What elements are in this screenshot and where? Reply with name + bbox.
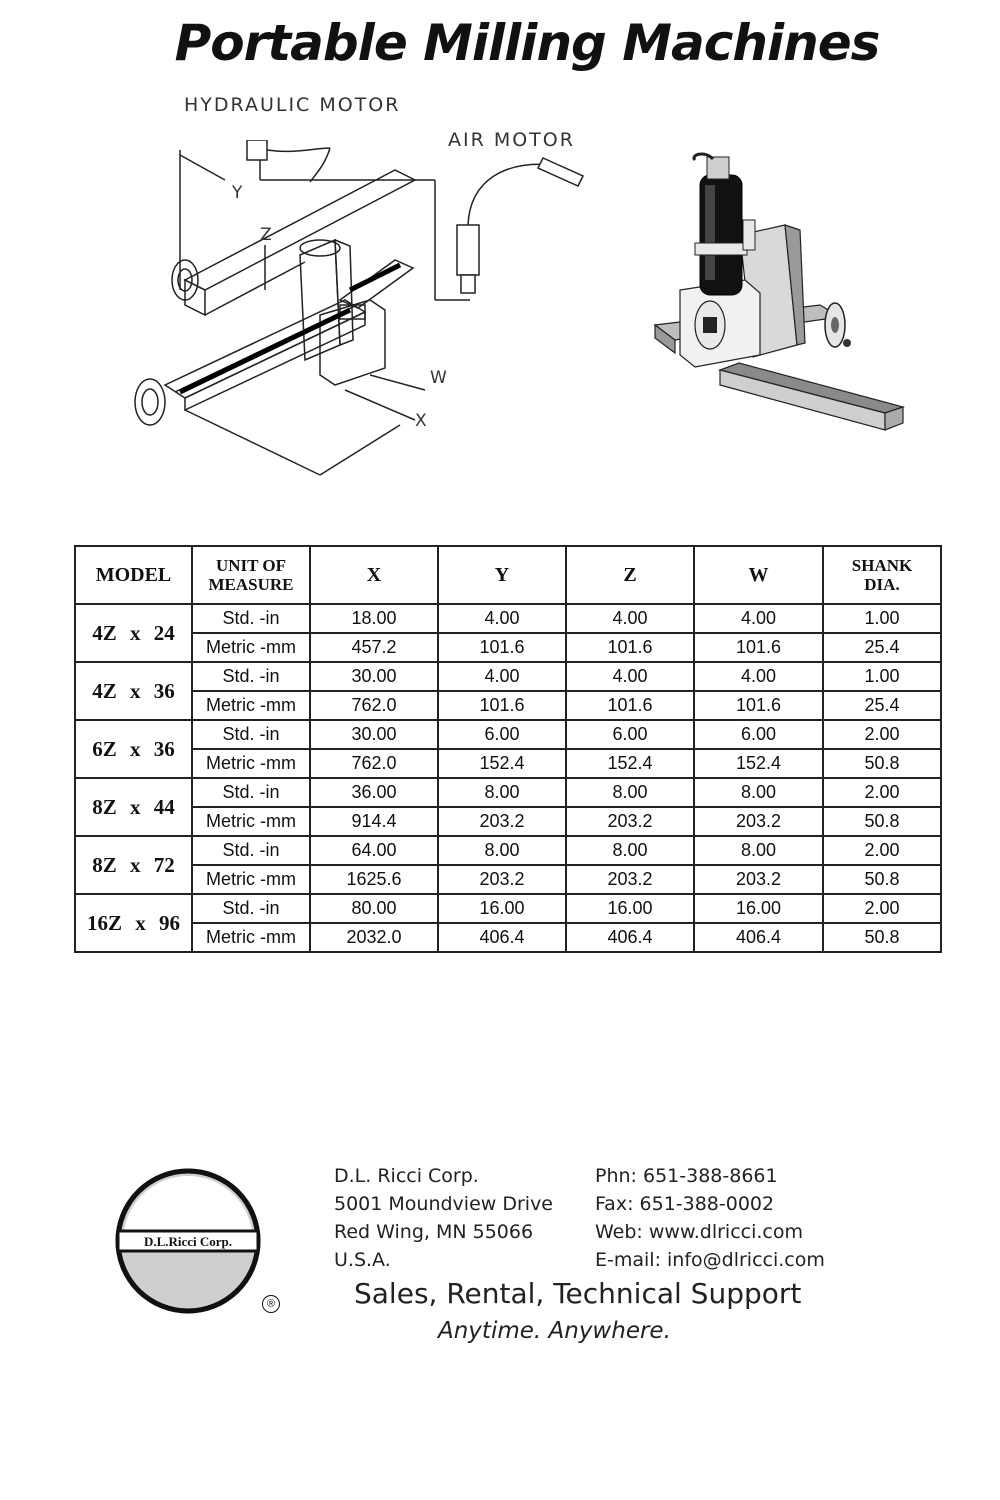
unit-cell: Metric -mm: [192, 749, 310, 778]
z-cell: 16.00: [566, 894, 694, 923]
w-cell: 101.6: [694, 633, 823, 662]
w-cell: 4.00: [694, 604, 823, 633]
shank-cell: 2.00: [823, 836, 941, 865]
model-cell: 4Z x 24: [75, 604, 192, 662]
shank-cell: 25.4: [823, 691, 941, 720]
address-line-2: Red Wing, MN 55066: [334, 1221, 534, 1243]
x-cell: 2032.0: [310, 923, 438, 952]
shank-cell: 2.00: [823, 778, 941, 807]
w-cell: 8.00: [694, 778, 823, 807]
y-cell: 8.00: [438, 836, 566, 865]
z-cell: 4.00: [566, 604, 694, 633]
axis-z-label: Z: [260, 225, 272, 245]
x-cell: 457.2: [310, 633, 438, 662]
unit-cell: Metric -mm: [192, 691, 310, 720]
company-name: D.L. Ricci Corp.: [334, 1165, 479, 1187]
table-row: [75, 691, 941, 720]
specs-table: [74, 545, 942, 953]
w-cell: 6.00: [694, 720, 823, 749]
logo-text: D.L.Ricci Corp.: [143, 1234, 233, 1249]
axis-x-label: X: [415, 411, 427, 431]
table-row: [75, 749, 941, 778]
fax-number: Fax: 651-388-0002: [595, 1193, 775, 1215]
z-cell: 4.00: [566, 662, 694, 691]
x-cell: 30.00: [310, 720, 438, 749]
w-cell: 203.2: [694, 807, 823, 836]
unit-cell: Metric -mm: [192, 807, 310, 836]
x-cell: 80.00: [310, 894, 438, 923]
unit-cell: Std. -in: [192, 894, 310, 923]
x-cell: 30.00: [310, 662, 438, 691]
unit-cell: Std. -in: [192, 778, 310, 807]
hydraulic-motor-label: HYDRAULIC MOTOR: [184, 94, 401, 116]
y-cell: 4.00: [438, 662, 566, 691]
y-cell: 101.6: [438, 633, 566, 662]
z-cell: 8.00: [566, 778, 694, 807]
unit-cell: Std. -in: [192, 604, 310, 633]
shank-cell: 50.8: [823, 865, 941, 894]
w-cell: 16.00: [694, 894, 823, 923]
table-row: [75, 894, 941, 923]
x-cell: 762.0: [310, 691, 438, 720]
air-motor-label: AIR MOTOR: [448, 129, 575, 151]
y-cell: 4.00: [438, 604, 566, 633]
model-cell: 8Z x 44: [75, 778, 192, 836]
table-row: [75, 778, 941, 807]
unit-header: UNIT OF MEASURE: [192, 546, 310, 604]
y-cell: 203.2: [438, 807, 566, 836]
table-row: [75, 923, 941, 952]
y-cell: 152.4: [438, 749, 566, 778]
model-cell: 6Z x 36: [75, 720, 192, 778]
unit-cell: Std. -in: [192, 720, 310, 749]
w-cell: 8.00: [694, 836, 823, 865]
z-cell: 406.4: [566, 923, 694, 952]
phone-number: Phn: 651-388-8661: [595, 1165, 778, 1187]
axis-y-label: Y: [232, 183, 243, 203]
y-cell: 6.00: [438, 720, 566, 749]
table-row: [75, 633, 941, 662]
address-line-1: 5001 Moundview Drive: [334, 1193, 554, 1215]
contact-block: [595, 1162, 825, 1274]
unit-cell: Metric -mm: [192, 865, 310, 894]
z-cell: 8.00: [566, 836, 694, 865]
x-cell: 914.4: [310, 807, 438, 836]
y-header: Y: [438, 546, 566, 604]
x-cell: 762.0: [310, 749, 438, 778]
x-cell: 64.00: [310, 836, 438, 865]
table-row: [75, 662, 941, 691]
shank-cell: 25.4: [823, 633, 941, 662]
y-cell: 203.2: [438, 865, 566, 894]
y-cell: 101.6: [438, 691, 566, 720]
z-cell: 6.00: [566, 720, 694, 749]
y-cell: 406.4: [438, 923, 566, 952]
shank-cell: 2.00: [823, 894, 941, 923]
unit-cell: Metric -mm: [192, 633, 310, 662]
w-cell: 406.4: [694, 923, 823, 952]
w-cell: 101.6: [694, 691, 823, 720]
w-header: W: [694, 546, 823, 604]
machine-line-diagram: [125, 140, 595, 485]
z-header: Z: [566, 546, 694, 604]
registered-mark: ®: [262, 1295, 280, 1313]
model-cell: 8Z x 72: [75, 836, 192, 894]
shank-cell: 50.8: [823, 807, 941, 836]
page-title: Portable Milling Machines: [174, 14, 880, 72]
table-row: [75, 807, 941, 836]
x-cell: 36.00: [310, 778, 438, 807]
table-row: [75, 836, 941, 865]
company-logo: [115, 1168, 261, 1314]
w-cell: 4.00: [694, 662, 823, 691]
z-cell: 203.2: [566, 807, 694, 836]
address-block: [334, 1162, 553, 1274]
x-cell: 18.00: [310, 604, 438, 633]
table-header-row: [75, 546, 941, 604]
z-cell: 152.4: [566, 749, 694, 778]
w-cell: 152.4: [694, 749, 823, 778]
x-header: X: [310, 546, 438, 604]
shank-cell: 1.00: [823, 662, 941, 691]
z-cell: 203.2: [566, 865, 694, 894]
z-cell: 101.6: [566, 691, 694, 720]
email-link[interactable]: E-mail: info@dlricci.com: [595, 1249, 825, 1271]
unit-cell: Std. -in: [192, 836, 310, 865]
machine-photo: [635, 145, 915, 435]
shank-header: SHANK DIA.: [823, 546, 941, 604]
x-cell: 1625.6: [310, 865, 438, 894]
shank-cell: 50.8: [823, 749, 941, 778]
z-cell: 101.6: [566, 633, 694, 662]
shank-cell: 50.8: [823, 923, 941, 952]
address-country: U.S.A.: [334, 1249, 391, 1271]
table-row: [75, 604, 941, 633]
shank-cell: 2.00: [823, 720, 941, 749]
y-cell: 16.00: [438, 894, 566, 923]
table-row: [75, 865, 941, 894]
model-header: MODEL: [75, 546, 192, 604]
y-cell: 8.00: [438, 778, 566, 807]
unit-cell: Metric -mm: [192, 923, 310, 952]
unit-cell: Std. -in: [192, 662, 310, 691]
table-row: [75, 720, 941, 749]
tagline: Sales, Rental, Technical Support: [354, 1277, 802, 1310]
motto: Anytime. Anywhere.: [438, 1318, 671, 1344]
model-cell: 16Z x 96: [75, 894, 192, 952]
model-cell: 4Z x 36: [75, 662, 192, 720]
w-cell: 203.2: [694, 865, 823, 894]
axis-w-label: W: [430, 368, 447, 388]
website-link[interactable]: Web: www.dlricci.com: [595, 1221, 803, 1243]
shank-cell: 1.00: [823, 604, 941, 633]
